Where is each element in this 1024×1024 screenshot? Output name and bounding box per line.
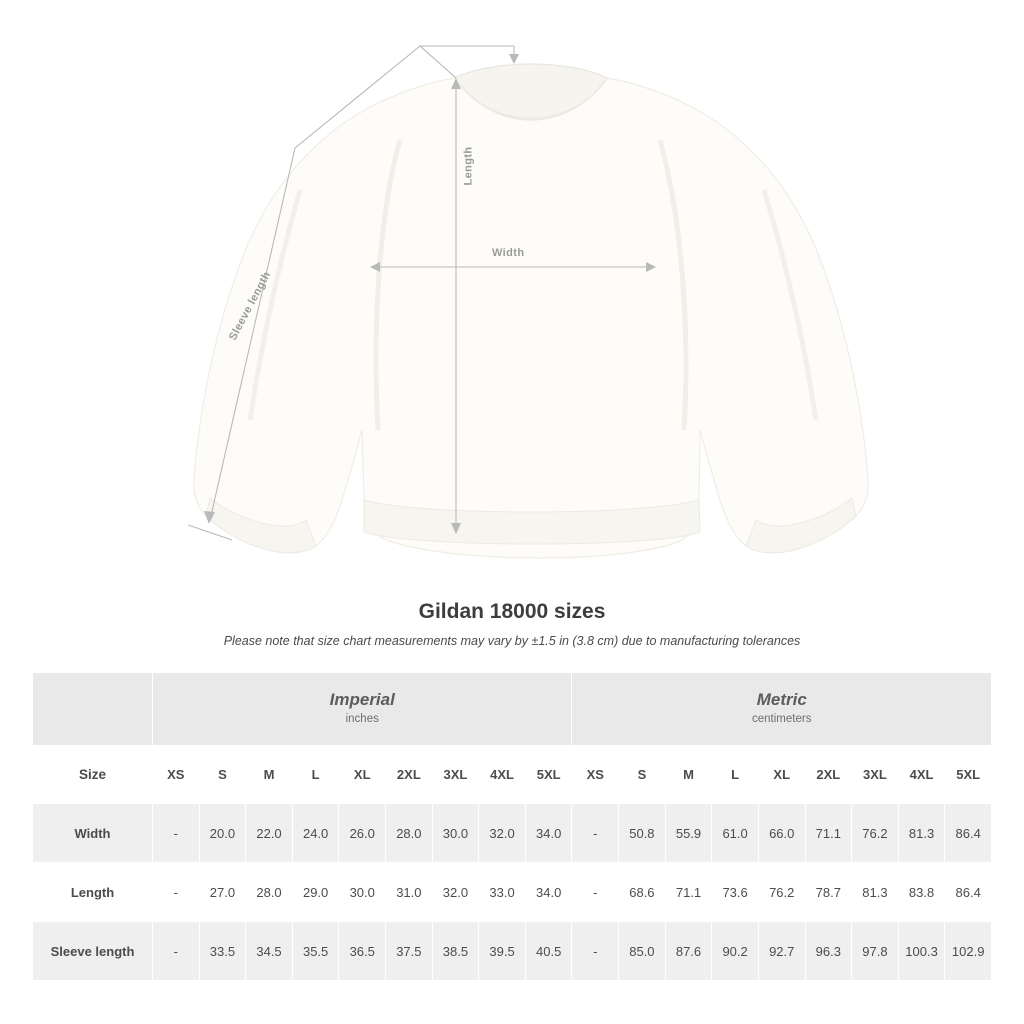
size-header-imperial-s: S <box>199 746 246 804</box>
size-header-metric-5xl: 5XL <box>945 746 992 804</box>
cell-sleeve-length-metric-l: 90.2 <box>712 922 759 981</box>
cell-length-imperial-xs: - <box>153 863 200 922</box>
cell-sleeve-length-imperial-3xl: 38.5 <box>432 922 479 981</box>
cell-sleeve-length-imperial-s: 33.5 <box>199 922 246 981</box>
row-label-length: Length <box>33 863 153 922</box>
cell-width-imperial-3xl: 30.0 <box>432 804 479 863</box>
sleeve-length-dimension-label: Sleeve length <box>226 269 274 343</box>
size-header-metric-2xl: 2XL <box>805 746 852 804</box>
cell-length-imperial-4xl: 33.0 <box>479 863 526 922</box>
table-row <box>33 804 992 863</box>
cell-length-metric-s: 68.6 <box>619 863 666 922</box>
cell-sleeve-length-metric-2xl: 96.3 <box>805 922 852 981</box>
cell-width-imperial-m: 22.0 <box>246 804 293 863</box>
size-table <box>32 672 992 981</box>
cell-length-metric-5xl: 86.4 <box>945 863 992 922</box>
size-header-imperial-5xl: 5XL <box>525 746 572 804</box>
unit-group-name: Metric <box>756 690 807 710</box>
cell-length-imperial-5xl: 34.0 <box>525 863 572 922</box>
cell-width-metric-4xl: 81.3 <box>898 804 945 863</box>
cell-sleeve-length-metric-5xl: 102.9 <box>945 922 992 981</box>
row-label-width: Width <box>33 804 153 863</box>
cell-sleeve-length-imperial-m: 34.5 <box>246 922 293 981</box>
cell-length-imperial-xl: 30.0 <box>339 863 386 922</box>
size-column-header: Size <box>33 746 153 804</box>
cell-length-metric-m: 71.1 <box>665 863 712 922</box>
cell-width-metric-l: 61.0 <box>712 804 759 863</box>
cell-sleeve-length-metric-m: 87.6 <box>665 922 712 981</box>
size-header-imperial-xs: XS <box>153 746 200 804</box>
cell-sleeve-length-imperial-l: 35.5 <box>292 922 339 981</box>
tolerance-note: Please note that size chart measurements may vary by ±1.5 in (3.8 cm) due to manufacturing tolerances <box>223 634 801 648</box>
size-header-imperial-m: M <box>246 746 293 804</box>
unit-group-unit: centimeters <box>752 712 812 725</box>
unit-group-name: Imperial <box>329 690 395 710</box>
size-header-metric-l: L <box>712 746 759 804</box>
cell-length-metric-4xl: 83.8 <box>898 863 945 922</box>
unit-group-unit: inches <box>345 712 379 725</box>
cell-width-imperial-xl: 26.0 <box>339 804 386 863</box>
cell-length-metric-xl: 76.2 <box>758 863 805 922</box>
page-title: Gildan 18000 sizes <box>418 600 606 623</box>
unit-header-row <box>33 673 992 746</box>
cell-width-metric-3xl: 76.2 <box>852 804 899 863</box>
cell-sleeve-length-metric-xl: 92.7 <box>758 922 805 981</box>
length-dimension-label: Length <box>462 146 475 186</box>
size-header-imperial-l: L <box>292 746 339 804</box>
sweatshirt-shape <box>194 64 868 558</box>
cell-length-imperial-s: 27.0 <box>199 863 246 922</box>
cell-width-imperial-s: 20.0 <box>199 804 246 863</box>
cell-width-imperial-5xl: 34.0 <box>525 804 572 863</box>
cell-sleeve-length-metric-s: 85.0 <box>619 922 666 981</box>
unit-group-header-imperial <box>153 673 572 746</box>
cell-sleeve-length-imperial-xl: 36.5 <box>339 922 386 981</box>
cell-sleeve-length-metric-xs: - <box>572 922 619 981</box>
table-corner-cell <box>33 673 153 746</box>
cell-length-imperial-l: 29.0 <box>292 863 339 922</box>
cell-width-metric-xl: 66.0 <box>758 804 805 863</box>
cell-width-imperial-2xl: 28.0 <box>386 804 433 863</box>
size-table-container <box>32 672 992 981</box>
cell-length-metric-3xl: 81.3 <box>852 863 899 922</box>
cell-sleeve-length-imperial-4xl: 39.5 <box>479 922 526 981</box>
cell-width-metric-xs: - <box>572 804 619 863</box>
size-header-metric-3xl: 3XL <box>852 746 899 804</box>
size-header-metric-4xl: 4XL <box>898 746 945 804</box>
cell-sleeve-length-metric-3xl: 97.8 <box>852 922 899 981</box>
cell-width-metric-2xl: 71.1 <box>805 804 852 863</box>
cell-width-metric-5xl: 86.4 <box>945 804 992 863</box>
size-header-imperial-2xl: 2XL <box>386 746 433 804</box>
cell-length-metric-l: 73.6 <box>712 863 759 922</box>
size-header-row <box>33 746 992 804</box>
row-label-sleeve-length: Sleeve length <box>33 922 153 981</box>
table-row <box>33 922 992 981</box>
cell-width-imperial-xs: - <box>153 804 200 863</box>
size-header-metric-xs: XS <box>572 746 619 804</box>
size-header-metric-s: S <box>619 746 666 804</box>
cell-length-imperial-3xl: 32.0 <box>432 863 479 922</box>
size-header-metric-xl: XL <box>758 746 805 804</box>
size-header-imperial-xl: XL <box>339 746 386 804</box>
cell-width-imperial-4xl: 32.0 <box>479 804 526 863</box>
cell-length-metric-2xl: 78.7 <box>805 863 852 922</box>
cell-length-metric-xs: - <box>572 863 619 922</box>
size-header-metric-m: M <box>665 746 712 804</box>
cell-width-metric-s: 50.8 <box>619 804 666 863</box>
cell-sleeve-length-imperial-xs: - <box>153 922 200 981</box>
cell-width-metric-m: 55.9 <box>665 804 712 863</box>
width-dimension-label: Width <box>492 247 525 259</box>
title-block <box>0 600 1024 648</box>
size-header-imperial-3xl: 3XL <box>432 746 479 804</box>
cell-length-imperial-2xl: 31.0 <box>386 863 433 922</box>
cell-width-imperial-l: 24.0 <box>292 804 339 863</box>
cell-length-imperial-m: 28.0 <box>246 863 293 922</box>
table-row <box>33 863 992 922</box>
size-header-imperial-4xl: 4XL <box>479 746 526 804</box>
cell-sleeve-length-imperial-2xl: 37.5 <box>386 922 433 981</box>
unit-group-header-metric <box>572 673 992 746</box>
cell-sleeve-length-metric-4xl: 100.3 <box>898 922 945 981</box>
cell-sleeve-length-imperial-5xl: 40.5 <box>525 922 572 981</box>
